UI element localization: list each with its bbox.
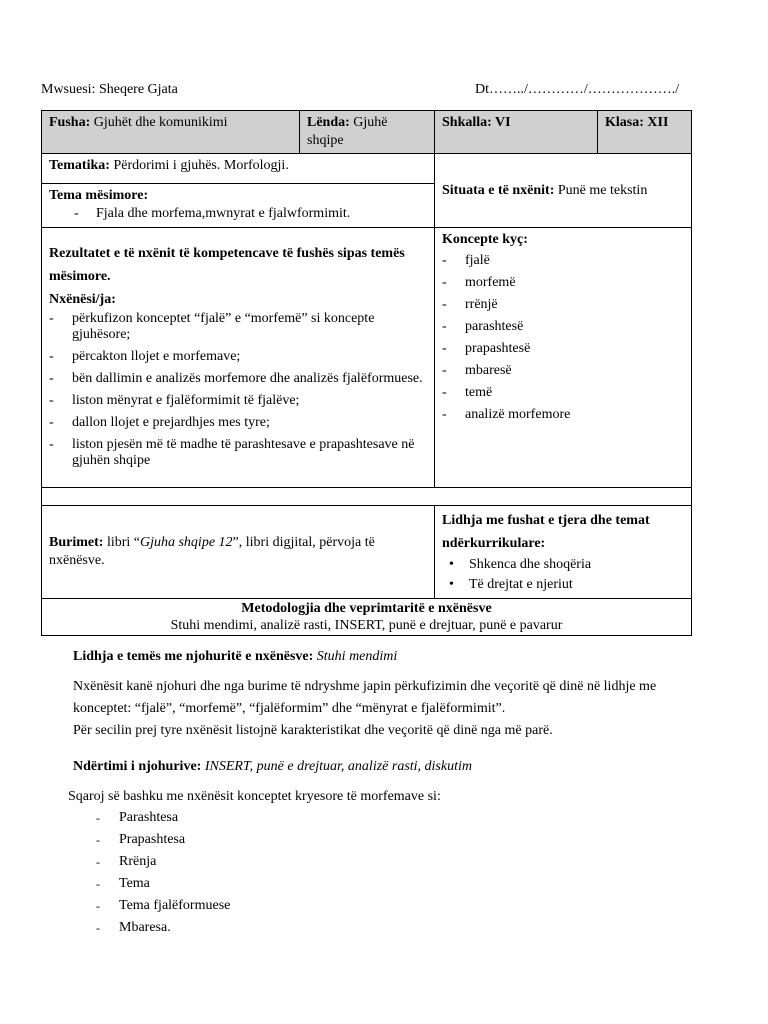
tema-cell: Tema mësimore: - Fjala dhe morfema,mwnyrat e fjalwformimit. — [42, 184, 435, 228]
rezultatet-label: Rezultatet e të nxënit të kompetencave të fushës sipas temës mësimore. — [49, 246, 405, 284]
section1-text — [73, 676, 693, 742]
lidhja-item: • Shkenca dhe shoqëria — [442, 555, 684, 575]
koncept-item: - parashtesë — [442, 319, 684, 335]
situata-cell: Situata e të nxënit: Punë me tekstin — [435, 154, 692, 228]
rezultat-item: - dallon llojet e prejardhjes mes tyre; — [49, 415, 427, 431]
morfema-item: - Mbaresa. — [96, 917, 230, 939]
section1-paragraph-1: Nxënësit kanë njohuri dhe nga burime të ndryshme japin përkufizimin dhe veçoritë që dinë në lidhje me konceptet: “fjalë”, “morfemë”, “fjalëformim” dhe “mënyrat e fjalëformimit”. — [73, 679, 657, 716]
nxenesi-label: Nxënësi/ja: — [49, 292, 116, 307]
rezultat-item: - përkufizon konceptet “fjalë” e “morfemë” si koncepte gjuhësore; — [49, 311, 427, 343]
section2-list — [96, 807, 230, 939]
morfema-item: - Prapashtesa — [96, 829, 230, 851]
burimet-cell: Burimet: libri “Gjuha shqipe 12”, libri digjital, përvoja të nxënësve. — [42, 506, 435, 599]
teacher-name: Mwsuesi: Sheqere Gjata — [41, 82, 178, 97]
rezultat-item: - përcakton llojet e morfemave; — [49, 349, 427, 365]
morfema-item: - Tema fjalëformuese — [96, 895, 230, 917]
section1-paragraph-2: Për secilin prej tyre nxënësit listojnë karakteristikat dhe veçoritë që dinë nga më parë. — [73, 723, 553, 738]
rezultat-item: - bën dallimin e analizës morfemore dhe analizës fjalëformuese. — [49, 371, 427, 387]
section1-heading: Lidhja e temës me njohuritë e nxënësve: Stuhi mendimi — [73, 649, 398, 664]
fusha-cell: Fusha: Gjuhët dhe komunikimi — [42, 111, 300, 154]
koncept-item: - rrënjë — [442, 297, 684, 313]
rezultatet-list — [49, 311, 427, 469]
koncept-item: - prapashtesë — [442, 341, 684, 357]
lidhja-cell: Lidhja me fushat e tjera dhe temat ndërkurrikulare: • Shkenca dhe shoqëria • Të drejtat e njeriut — [435, 506, 692, 599]
rezultat-item: - liston mënyrat e fjalëformimit të fjalëve; — [49, 393, 427, 409]
date-line: Dt……../…………/………………./ — [475, 82, 680, 97]
metodologjia-cell: Metodologjia dhe veprimtaritë e nxënësve Stuhi mendimi, analizë rasti, INSERT, punë e drejtuar, punë e pavarur — [42, 599, 692, 636]
koncept-item: - mbaresë — [442, 363, 684, 379]
tema-value: Fjala dhe morfema,mwnyrat e fjalwformimit. — [96, 206, 351, 221]
rezultatet-cell — [42, 228, 435, 488]
tematika-cell: Tematika: Përdorimi i gjuhës. Morfologji. — [42, 154, 435, 184]
morfema-item: - Rrënja — [96, 851, 230, 873]
koncept-item: - morfemë — [442, 275, 684, 291]
klasa-cell: Klasa: XII — [598, 111, 692, 154]
empty-row — [42, 488, 692, 506]
lenda-cell: Lënda: Gjuhë shqipe — [300, 111, 435, 154]
koncepte-cell — [435, 228, 692, 488]
lidhja-list — [442, 555, 684, 595]
rezultat-item: - liston pjesën më të madhe të parashtesave e prapashtesave në gjuhën shqipe — [49, 437, 427, 469]
lesson-plan-table — [41, 110, 692, 636]
morfema-item: - Parashtesa — [96, 807, 230, 829]
section2-heading: Ndërtimi i njohurive: INSERT, punë e drejtuar, analizë rasti, diskutim — [73, 759, 472, 774]
lidhja-item: • Të drejtat e njeriut — [442, 575, 684, 595]
shkalla-cell: Shkalla: VI — [435, 111, 598, 154]
morfema-item: - Tema — [96, 873, 230, 895]
koncept-item: - analizë morfemore — [442, 407, 684, 423]
koncepte-label: Koncepte kyç: — [442, 232, 528, 247]
koncepte-list — [442, 253, 684, 423]
section2-intro: Sqaroj së bashku me nxënësit konceptet kryesore të morfemave si: — [68, 789, 441, 804]
koncept-item: - temë — [442, 385, 684, 401]
koncept-item: - fjalë — [442, 253, 684, 269]
